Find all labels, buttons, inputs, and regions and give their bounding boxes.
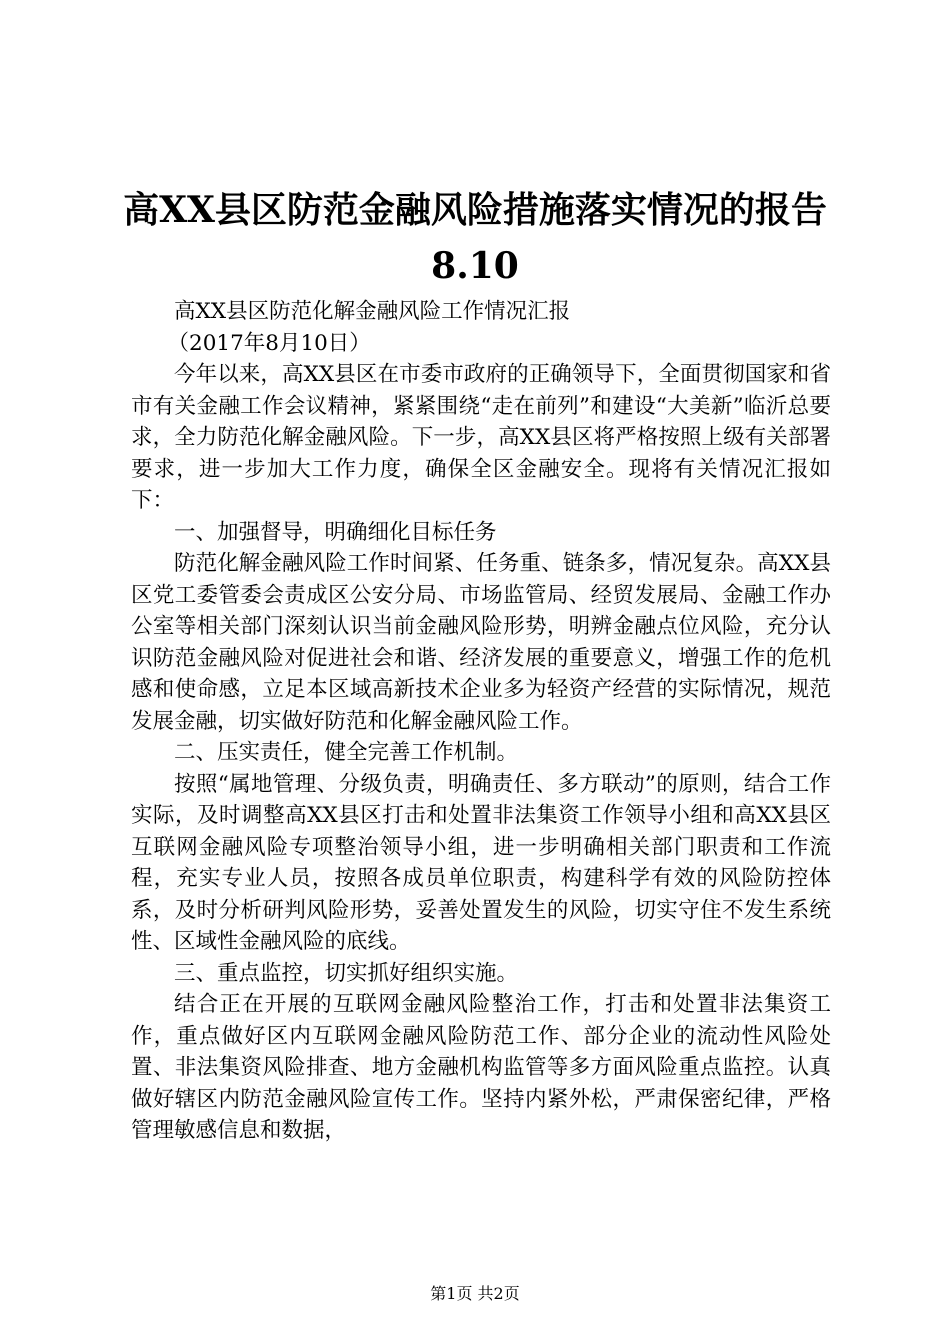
paragraph-intro: 今年以来，高XX县区在市委市政府的正确领导下，全面贯彻国家和省市有关金融工作会议精神，紧紧围绕“走在前列”和建设“大美新”临沂总要求，全力防范化解金融风险。下一步，高XX县区将严格按照上级有关部署要求，进一步加大工作力度，确保全区金融安全。现将有关情况汇报如下：: [131, 362, 831, 513]
document-body: [131, 296, 831, 1147]
report-date: （2017年8月10日）: [167, 330, 371, 356]
section-heading-3: 三、重点监控，切实抓好组织实施。: [174, 960, 519, 986]
title-line-2: 8.10: [431, 245, 519, 287]
section-heading-1: 一、加强督导，明确细化目标任务: [174, 519, 497, 545]
paragraph-section-2: 按照“属地管理、分级负责，明确责任、多方联动”的原则，结合工作实际，及时调整高XX县区打击和处置非法集资工作领导小组和高XX县区互联网金融风险专项整治领导小组，进一步明确相关部门职责和工作流程，充实专业人员，按照各成员单位职责，构建科学有效的风险防控体系，及时分析研判风险形势，妥善处置发生的风险，切实守住不发生系统性、区域性金融风险的底线。: [131, 771, 831, 954]
title-line-1: 高XX县区防范金融风险措施落实情况的报告: [123, 189, 827, 231]
section-heading-2: 二、压实责任，健全完善工作机制。: [174, 740, 519, 765]
document-title: [60, 182, 890, 294]
paragraph-section-1: 防范化解金融风险工作时间紧、任务重、链条多，情况复杂。高XX县区党工委管委会责成区公安分局、市场监管局、经贸发展局、金融工作办公室等相关部门深刻认识当前金融风险形势，明辨金融点位风险，充分认识防范金融风险对促进社会和谐、经济发展的重要意义，增强工作的危机感和使命感，立足本区域高新技术企业多为轻资产经营的实际情况，规范发展金融，切实做好防范和化解金融风险工作。: [131, 551, 831, 734]
report-subtitle: 高XX县区防范化解金融风险工作情况汇报: [174, 299, 571, 324]
page-footer: 第1页 共2页: [430, 1284, 520, 1303]
paragraph-section-3: 结合正在开展的互联网金融风险整治工作，打击和处置非法集资工作，重点做好区内互联网金融风险防范工作、部分企业的流动性风险处置、非法集资风险排查、地方金融机构监管等多方面风险重点监控。认真做好辖区内防范金融风险宣传工作。坚持内紧外松，严肃保密纪律，严格管理敏感信息和数据，: [131, 992, 831, 1143]
